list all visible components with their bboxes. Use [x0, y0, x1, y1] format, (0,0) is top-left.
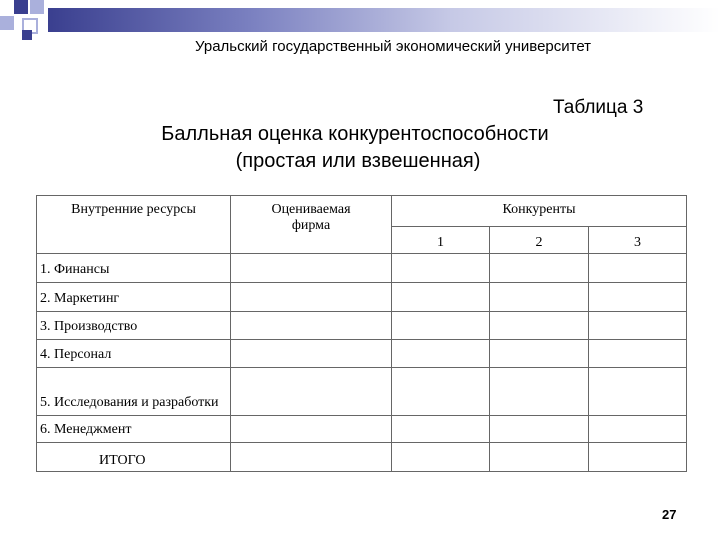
table-cell [392, 416, 490, 443]
table-cell [490, 340, 589, 368]
slide-subtitle [0, 150, 720, 173]
row-label: 5. Исследования и разработки [37, 368, 231, 416]
table-cell [589, 254, 687, 283]
decor-square [14, 0, 28, 14]
row-label: 4. Персонал [37, 340, 231, 368]
table-cell [490, 416, 589, 443]
table-row [37, 254, 687, 283]
table-header-row [37, 196, 687, 227]
table-cell [589, 416, 687, 443]
decor-square [0, 16, 14, 30]
table-cell [231, 416, 392, 443]
table-cell [392, 312, 490, 340]
slide-title-line1: Балльная оценка конкурентоспособности [161, 123, 549, 145]
slide-title-line2: (простая или взвешенная) [235, 150, 481, 172]
header-competitors: Конкуренты [392, 196, 687, 227]
table-cell [231, 443, 392, 472]
table-cell [589, 443, 687, 472]
decor-square [30, 0, 44, 14]
header-firm-line2: фирма [291, 218, 331, 233]
competitor-1: 1 [392, 227, 490, 254]
table-cell [589, 340, 687, 368]
university-name: Уральский государственный экономический университет [195, 38, 592, 55]
slide-title [0, 123, 720, 146]
total-label: ИТОГО [37, 443, 231, 472]
table-cell [231, 254, 392, 283]
table-cell [392, 254, 490, 283]
table-cell [231, 368, 392, 416]
page-number: 27 [662, 507, 677, 522]
table-cell [392, 368, 490, 416]
header-firm-line1: Оцениваемая [271, 202, 351, 217]
competitor-3: 3 [589, 227, 687, 254]
table-cell [490, 312, 589, 340]
row-label: 1. Финансы [37, 254, 231, 283]
table-cell [490, 368, 589, 416]
decor-square [22, 30, 32, 40]
row-label: 2. Маркетинг [37, 283, 231, 312]
table-total-row [37, 443, 687, 472]
competitor-2: 2 [490, 227, 589, 254]
table-row [37, 312, 687, 340]
table-cell [392, 340, 490, 368]
table-cell [392, 443, 490, 472]
table-row [37, 283, 687, 312]
row-label: 6. Менеджмент [37, 416, 231, 443]
table-cell [392, 283, 490, 312]
competitiveness-table [36, 195, 687, 472]
table-cell [490, 283, 589, 312]
table-row [37, 340, 687, 368]
table-cell [589, 283, 687, 312]
header-firm [231, 196, 392, 254]
table-row [37, 416, 687, 443]
row-label: 3. Производство [37, 312, 231, 340]
table-cell [589, 368, 687, 416]
header-resources: Внутренние ресурсы [37, 196, 231, 254]
decorative-header [0, 0, 720, 40]
table-cell [231, 340, 392, 368]
table-cell [231, 283, 392, 312]
table-cell [231, 312, 392, 340]
table-cell [490, 443, 589, 472]
table-row [37, 368, 687, 416]
table-cell [490, 254, 589, 283]
table-cell [589, 312, 687, 340]
table-number: Таблица 3 [553, 97, 644, 118]
header-gradient-bar [48, 8, 720, 32]
